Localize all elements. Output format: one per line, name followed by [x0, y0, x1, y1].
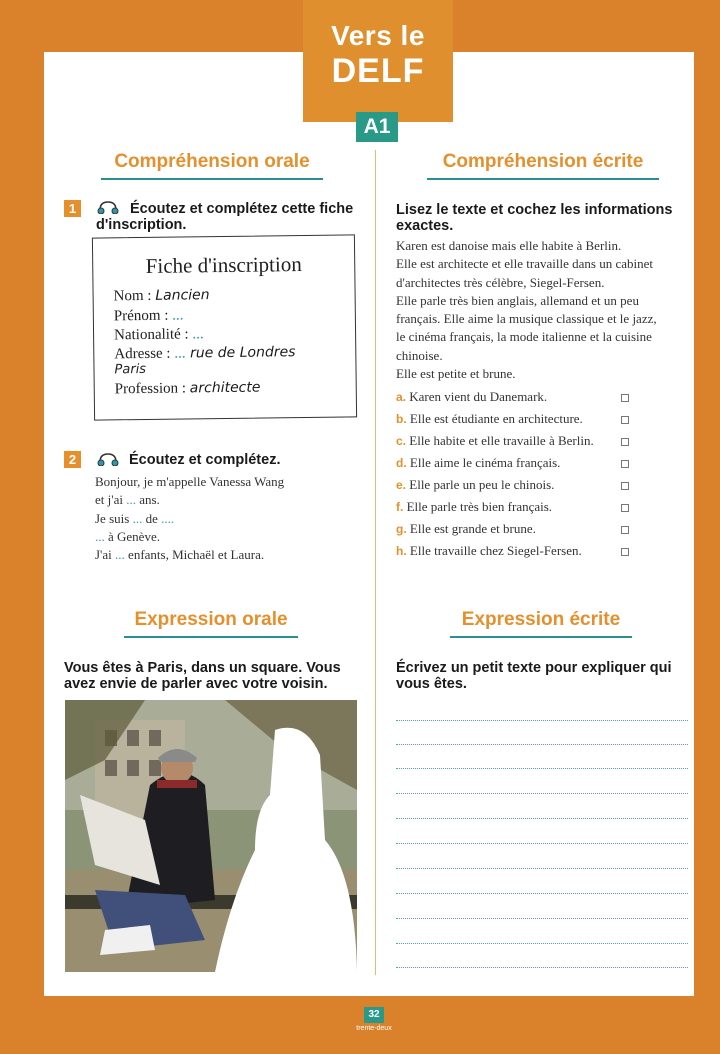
statement-item	[396, 411, 636, 427]
statement-checkbox[interactable]	[621, 416, 629, 424]
ex2-text: et j'ai	[95, 492, 127, 508]
ex2-line	[95, 510, 325, 528]
statement-item	[396, 543, 636, 559]
ex2-blank: ...	[132, 510, 143, 526]
written-prompt: Écrivez un petit texte pour expliquer qui vous êtes.	[396, 660, 672, 692]
statement-letter: e.	[396, 478, 407, 492]
statement-text: Elle est étudiante en architecture.	[409, 411, 583, 426]
statement-letter: g.	[396, 522, 407, 536]
park-scene-image	[65, 700, 357, 972]
ex2-text: Je suis	[95, 510, 133, 526]
reading-line: français. Elle aime la musique classique et le jazz,	[396, 311, 657, 327]
profession-value: architecte	[189, 379, 261, 397]
statement-letter: h.	[396, 544, 407, 558]
statement-text: Elle travaille chez Siegel-Fersen.	[409, 543, 582, 558]
ex2-blank: ...	[95, 528, 105, 544]
fiche-inscription-card	[92, 234, 357, 420]
prenom-label: Prénom :	[113, 307, 173, 325]
writing-line[interactable]	[396, 943, 688, 944]
reading-line: Elle parle très bien anglais, allemand et un peu	[396, 292, 639, 308]
ex2-line	[95, 546, 325, 564]
exercise-2-instruction: Écoutez et complétez.	[129, 452, 281, 468]
statement-item	[396, 433, 636, 449]
section-title-comprehension-orale: Compréhension orale	[101, 151, 323, 180]
banner-title-line1: Vers le	[331, 20, 425, 51]
ex2-text: ans.	[135, 492, 160, 508]
statement-text: Elle est grande et brune.	[409, 521, 536, 536]
writing-line[interactable]	[396, 793, 688, 794]
writing-line[interactable]	[396, 868, 688, 869]
statement-checkbox[interactable]	[621, 394, 629, 402]
exercise-number-2: 2	[64, 451, 81, 468]
park-photo	[65, 700, 357, 972]
statement-letter: c.	[396, 434, 407, 448]
nationalite-blank: ...	[192, 326, 204, 343]
ex2-text: à Genève.	[104, 528, 160, 544]
statement-text: Elle parle très bien français.	[406, 499, 553, 514]
adresse-blank: ...	[174, 345, 186, 362]
headphones-icon	[96, 452, 120, 466]
card-row-nationalite	[114, 326, 204, 344]
exercise-1-instruction: Écoutez et complétez cette fiche d'inscription.	[96, 201, 354, 233]
ex2-blank: ...	[115, 547, 125, 563]
adresse-city: Paris	[114, 361, 147, 378]
statement-letter: f.	[396, 500, 404, 514]
ex2-text: de	[142, 510, 162, 526]
ex2-line	[95, 491, 325, 509]
statement-text: Karen vient du Danemark.	[409, 389, 548, 404]
reading-instruction: Lisez le texte et cochez les informations exactes.	[396, 202, 673, 234]
writing-line[interactable]	[396, 843, 688, 844]
statement-checkbox[interactable]	[621, 504, 629, 512]
reading-line: Elle est architecte et elle travaille dans un cabinet	[396, 256, 653, 272]
statement-checkbox[interactable]	[621, 548, 629, 556]
statement-letter: d.	[396, 456, 407, 470]
ex2-line	[95, 528, 325, 546]
card-row-nom	[114, 287, 210, 305]
statement-item	[396, 477, 636, 493]
writing-line[interactable]	[396, 720, 688, 721]
nom-value: Lancien	[155, 287, 210, 304]
statement-item	[396, 455, 636, 471]
nationalite-label: Nationalité :	[113, 326, 193, 344]
statement-checkbox[interactable]	[621, 438, 629, 446]
reading-text	[396, 237, 696, 383]
card-row-profession	[115, 380, 261, 399]
card-title: Fiche d'inscription	[145, 252, 302, 278]
banner-title-line2: DELF	[331, 52, 425, 90]
ex2-blank: ....	[161, 510, 175, 526]
statement-text: Elle parle un peu le chinois.	[409, 477, 555, 492]
section-title-expression-ecrite: Expression écrite	[450, 609, 632, 638]
profession-label: Profession :	[114, 380, 190, 398]
card-row-adresse	[114, 344, 295, 363]
reading-line: Elle est petite et brune.	[396, 366, 516, 382]
statement-item	[396, 389, 636, 405]
writing-line[interactable]	[396, 744, 688, 745]
exercise-number-1: 1	[64, 200, 81, 217]
section-title-expression-orale: Expression orale	[124, 609, 298, 638]
adresse-value: rue de Londres	[185, 344, 296, 362]
reading-line: Karen est danoise mais elle habite à Berlin.	[396, 238, 622, 253]
statement-letter: a.	[396, 390, 407, 404]
section-title-comprehension-ecrite: Compréhension écrite	[427, 151, 659, 180]
writing-line[interactable]	[396, 818, 688, 819]
column-divider	[375, 150, 376, 975]
reading-line: d'architectes très célèbre, Siegel-Fersen.	[396, 274, 605, 290]
writing-line[interactable]	[396, 967, 688, 968]
prenom-blank: ...	[172, 307, 184, 324]
statement-text: Elle habite et elle travaille à Berlin.	[409, 433, 594, 448]
ex2-text: enfants, Michaël et Laura.	[124, 547, 265, 563]
card-row-prenom	[114, 308, 184, 326]
statement-checkbox[interactable]	[621, 526, 629, 534]
statement-text: Elle aime le cinéma français.	[409, 455, 561, 470]
ex2-blank: ...	[126, 492, 136, 508]
oral-prompt: Vous êtes à Paris, dans un square. Vous avez envie de parler avec votre voisin.	[64, 660, 341, 692]
reading-line: le cinéma français, la mode italienne et la cuisine	[396, 329, 652, 345]
page-number-words: trente-deux	[356, 1025, 392, 1032]
level-badge: A1	[356, 112, 398, 142]
statement-checkbox[interactable]	[621, 482, 629, 490]
ex2-text: Bonjour, je m'appelle Vanessa Wang	[95, 474, 285, 489]
adresse-label: Adresse :	[114, 345, 175, 363]
ex2-line	[95, 473, 325, 491]
writing-line[interactable]	[396, 918, 688, 919]
writing-line[interactable]	[396, 768, 688, 769]
exercise-2-text	[95, 473, 325, 564]
statement-letter: b.	[396, 412, 407, 426]
banner	[303, 0, 453, 122]
statement-checkbox[interactable]	[621, 460, 629, 468]
statement-item	[396, 499, 636, 515]
statement-item	[396, 521, 636, 537]
page-number: 32	[364, 1007, 384, 1023]
nom-label: Nom :	[113, 287, 156, 305]
writing-line[interactable]	[396, 893, 688, 894]
ex2-text: J'ai	[95, 547, 116, 563]
reading-line: chinoise.	[396, 347, 443, 363]
